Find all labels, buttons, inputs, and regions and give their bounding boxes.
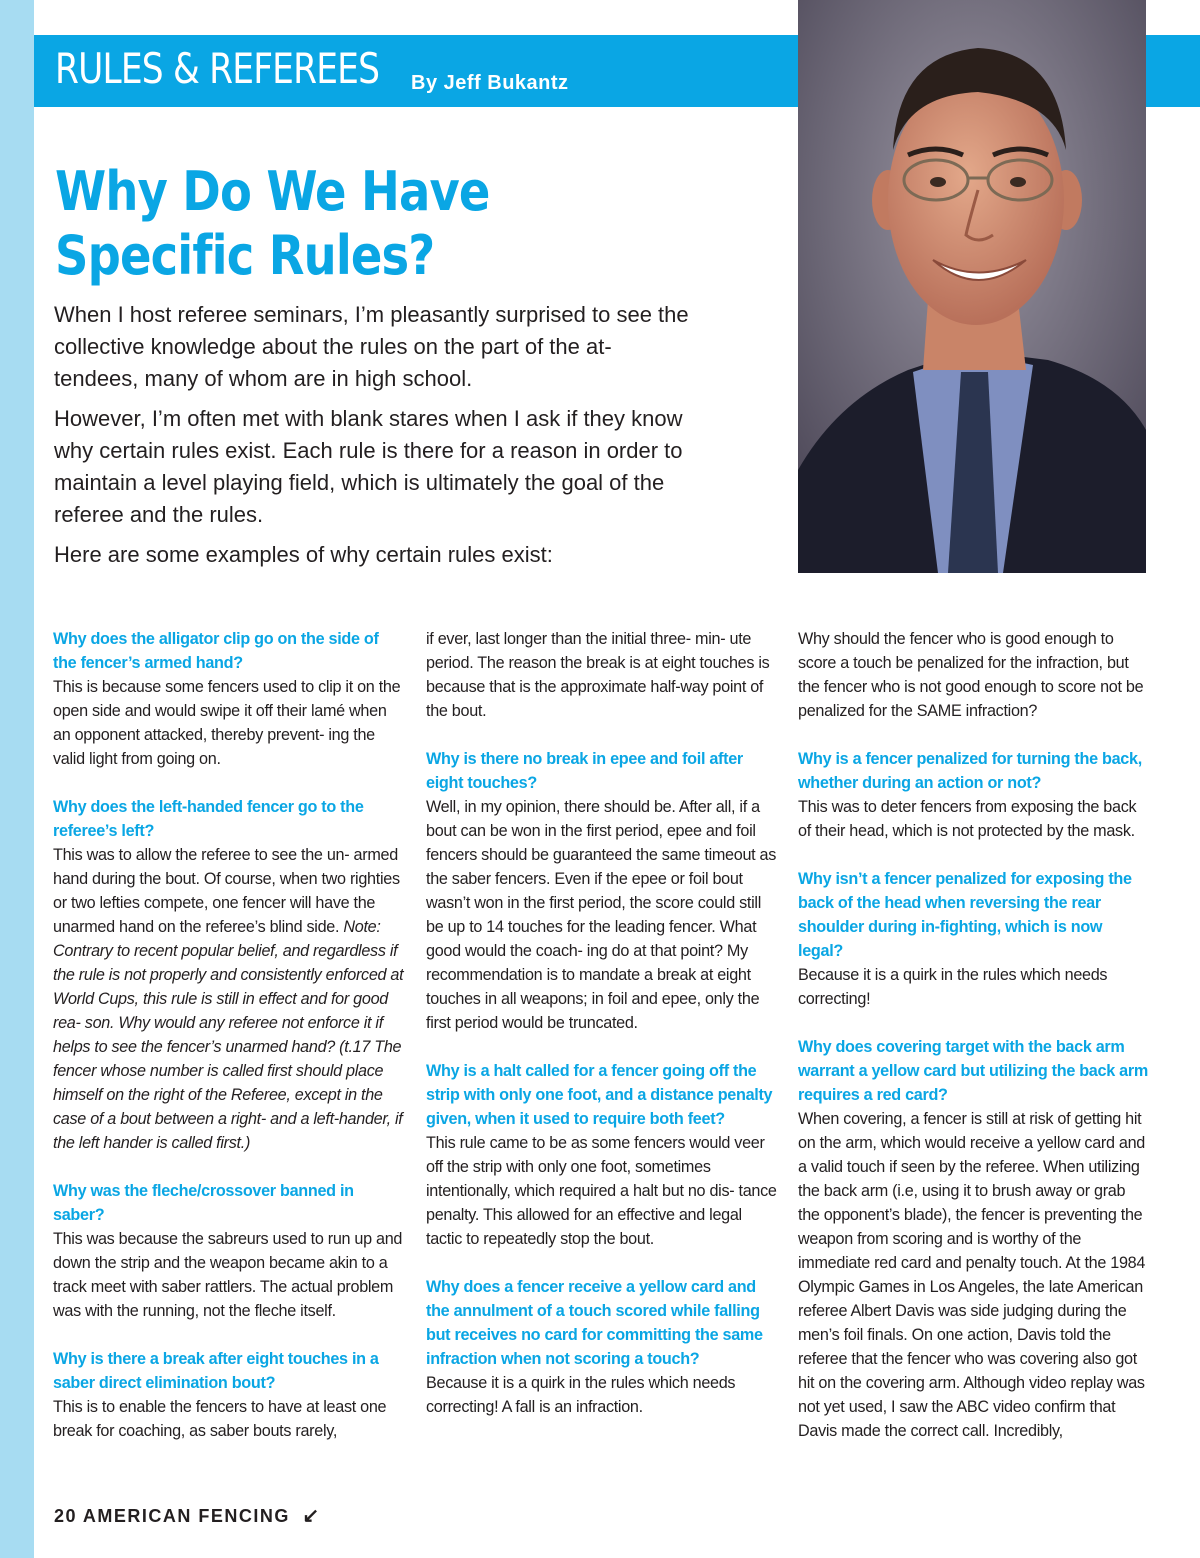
answer-paragraph: if ever, last longer than the initial three- min- ute period. The reason the break is at eight touches is because that is the approximate half-way point of the bout. bbox=[426, 630, 770, 720]
article-headline bbox=[55, 160, 571, 288]
byline: By Jeff Bukantz bbox=[411, 72, 569, 94]
answer-paragraph: Well, in my opinion, there should be. After all, if a bout can be won in the first period, epee and foil fencers should be guaranteed the same timeout as the saber fencers. Even if the epee or foil bout wasn’t won in the first period, the score could still be up to 14 touches for the leading fencer. What good would the coach- ing do at that point? My recommendation is to mandate a break at eight touches in all weapons; in foil and epee, only the first period would be truncated. bbox=[426, 798, 777, 1032]
intro-paragraph: When I host referee seminars, I’m pleasantly surprised to see the collective knowledge about the rules on the part of the at- tendees, many of whom are in high school. bbox=[54, 302, 689, 391]
rule-note: Note: Contrary to recent popular belief, and regardless if the rule is not properly and consistently enforced at World Cups, this rule is still in effect and for good rea- son. Why would any referee not enforce it if helps to see the fencer’s unarmed hand? (t.17 The fencer whose number is called first should place himself on the right of the Referee, except in the case of a bout between a right- and a left-hander, if the left hander is called first.) bbox=[53, 918, 404, 1152]
intro-paragraph: Here are some examples of why certain rules exist: bbox=[54, 542, 553, 567]
text-column-1 bbox=[53, 627, 405, 1443]
answer-paragraph: When covering, a fencer is still at risk of getting hit on the arm, which would receive a yellow card and a valid touch if seen by the referee. When utilizing the back arm (i.e, using it to brush away or grab the opponent’s blade), the fencer is preventing the weapon from scoring and is worthy of the immediate red card and penalty touch. At the 1984 Olympic Games in Los Angeles, the late American referee Albert Davis was side judging during the men’s foil finals. On one action, Davis told the referee that the fencer who was covering also got hit on the covering arm. Although video replay was not yet used, I saw the ABC video confirm that Davis made the correct call. Incredibly, bbox=[798, 1110, 1146, 1440]
question-heading: Why was the fleche/crossover banned in saber? bbox=[53, 1182, 354, 1224]
publication-name: AMERICAN FENCING bbox=[82, 1506, 290, 1526]
question-heading: Why is there a break after eight touches in a saber direct elimination bout? bbox=[53, 1350, 379, 1392]
page-sidebar-strip bbox=[0, 0, 34, 1558]
page-footer bbox=[54, 1503, 321, 1528]
answer-paragraph: This was to deter fencers from exposing the back of their head, which is not protected by the mask. bbox=[798, 798, 1137, 840]
text-column-3 bbox=[798, 627, 1150, 1443]
answer-text: This was to allow the referee to see the un- armed hand during the bout. Of course, when two righties or two lefties compete, one fencer will have the unarmed hand on the referee’s blind side. bbox=[53, 846, 400, 936]
answer-paragraph: This rule came to be as some fencers would veer off the strip with only one foot, sometimes intentionally, which required a halt but no dis- tance penalty. This allowed for an effective and legal tactic to repeatedly stop the bout. bbox=[426, 1134, 777, 1248]
question-heading: Why does the alligator clip go on the side of the fencer’s armed hand? bbox=[53, 630, 379, 672]
answer-paragraph: Because it is a quirk in the rules which needs correcting! A fall is an infraction. bbox=[426, 1374, 736, 1416]
question-heading: Why does covering target with the back arm warrant a yellow card but utilizing the back arm requires a red card? bbox=[798, 1038, 1148, 1104]
author-portrait-photo bbox=[798, 0, 1146, 573]
answer-paragraph bbox=[53, 843, 405, 1155]
question-heading: Why does the left-handed fencer go to the referee’s left? bbox=[53, 798, 364, 840]
arrow-down-left-icon: ↙ bbox=[302, 1505, 321, 1527]
answer-paragraph: This is to enable the fencers to have at least one break for coaching, as saber bouts rarely, bbox=[53, 1398, 387, 1440]
question-heading: Why is a halt called for a fencer going off the strip with only one foot, and a distance penalty given, when it used to require both feet? bbox=[426, 1062, 773, 1128]
answer-paragraph: This is because some fencers used to clip it on the open side and would swipe it off their lamé when an opponent attacked, thereby prevent- ing the valid light from going on. bbox=[53, 678, 401, 768]
headline-line-2: Specific Rules? bbox=[55, 224, 435, 287]
answer-paragraph: Because it is a quirk in the rules which needs correcting! bbox=[798, 966, 1108, 1008]
answer-paragraph: Why should the fencer who is good enough to score a touch be penalized for the infraction, but the fencer who is not good enough to score not be penalized for the SAME infraction? bbox=[798, 630, 1144, 720]
intro-paragraph: However, I’m often met with blank stares when I ask if they know why certain rules exist. Each rule is there for a reason in order to maintain a level playing field, which is ultimately the goal of the referee and the rules. bbox=[54, 406, 683, 527]
headline-line-1: Why Do We Have bbox=[55, 160, 490, 223]
page-number: 20 bbox=[54, 1506, 78, 1526]
question-heading: Why isn’t a fencer penalized for exposing the back of the head when reversing the rear shoulder during in-fighting, which is now legal? bbox=[798, 870, 1132, 960]
question-heading: Why is there no break in epee and foil after eight touches? bbox=[426, 750, 743, 792]
question-heading: Why is a fencer penalized for turning the back, whether during an action or not? bbox=[798, 750, 1142, 792]
text-column-2 bbox=[426, 627, 778, 1419]
article-intro bbox=[54, 299, 694, 579]
question-heading: Why does a fencer receive a yellow card and the annulment of a touch scored while falling but receives no card for committing the same infraction when not scoring a touch? bbox=[426, 1278, 763, 1368]
answer-paragraph: This was because the sabreurs used to run up and down the strip and the weapon became akin to a track meet with saber rattlers. The actual problem was with the running, not the fleche itself. bbox=[53, 1230, 403, 1320]
section-title: RULES & REFEREES bbox=[55, 44, 380, 93]
